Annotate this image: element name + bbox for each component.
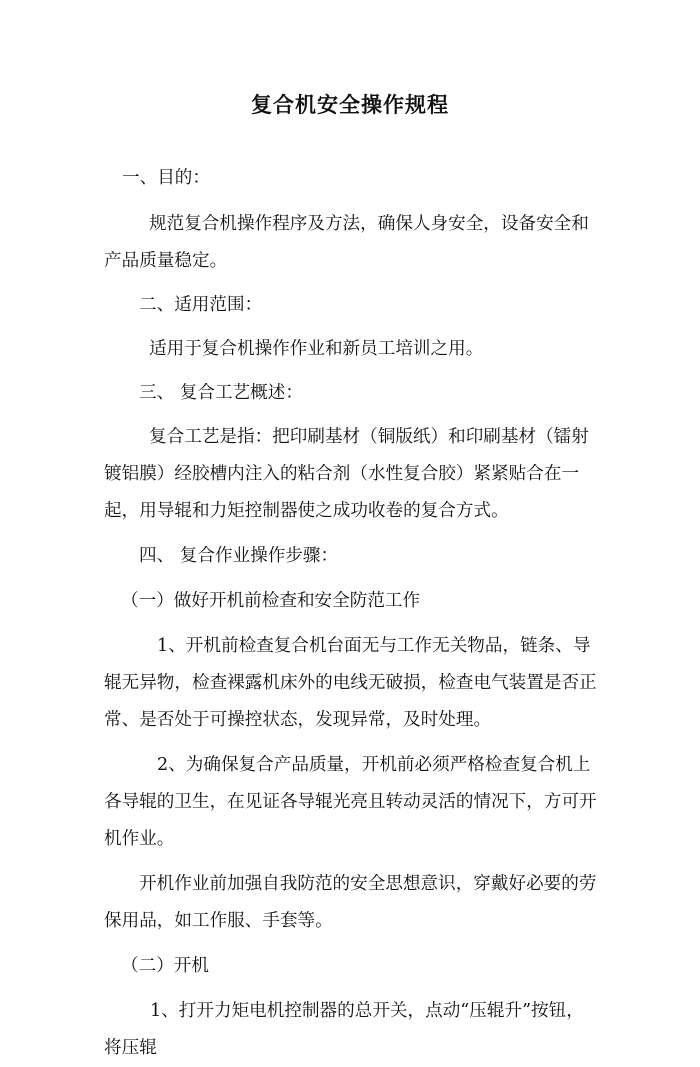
subsection-heading-startup: （二）开机 (121, 956, 209, 976)
section-text-purpose: 规范复合机操作程序及方法，确保人身安全，设备安全和产品质量稳定。 (104, 214, 589, 271)
section-heading-scope: 二、适用范围： (139, 295, 263, 315)
list-item: 1、打开力矩电机控制器的总开关，点动“压辊升”按钮，将压辊 (104, 1001, 584, 1058)
document-title: 复合机安全操作规程 (251, 93, 449, 117)
document-body (104, 160, 600, 1067)
list-item: 1、开机前检查复合机台面无与工作无关物品，链条、导辊无异物，检查裸露机床外的电线无破损，检查电气装置是否正常、是否处于可操控状态，发现异常，及时处理。 (104, 636, 597, 730)
subsection-heading-precheck: （一）做好开机前检查和安全防范工作 (121, 591, 421, 611)
section-heading-process-overview: 三、 复合工艺概述： (139, 383, 303, 403)
section-heading-purpose: 一、目的： (122, 168, 210, 188)
section-heading-operation-steps: 四、 复合作业操作步骤： (139, 546, 339, 566)
list-item: 开机作业前加强自我防范的安全思想意识，穿戴好必要的劳保用品，如工作服、手套等。 (104, 874, 597, 931)
list-item: 2、为确保复合产品质量，开机前必须严格检查复合机上各导辊的卫生，在见证各导辊光亮且转动灵活的情况下，方可开机作业。 (104, 755, 597, 849)
section-text-scope: 适用于复合机操作作业和新员工培训之用。 (149, 339, 484, 359)
section-text-process-overview: 复合工艺是指：把印刷基材（铜版纸）和印刷基材（镭射镀铝膜）经胶槽内注入的粘合剂（水性复合胶）紧紧贴合在一起，用导辊和力矩控制器使之成功收卷的复合方式。 (104, 427, 589, 521)
